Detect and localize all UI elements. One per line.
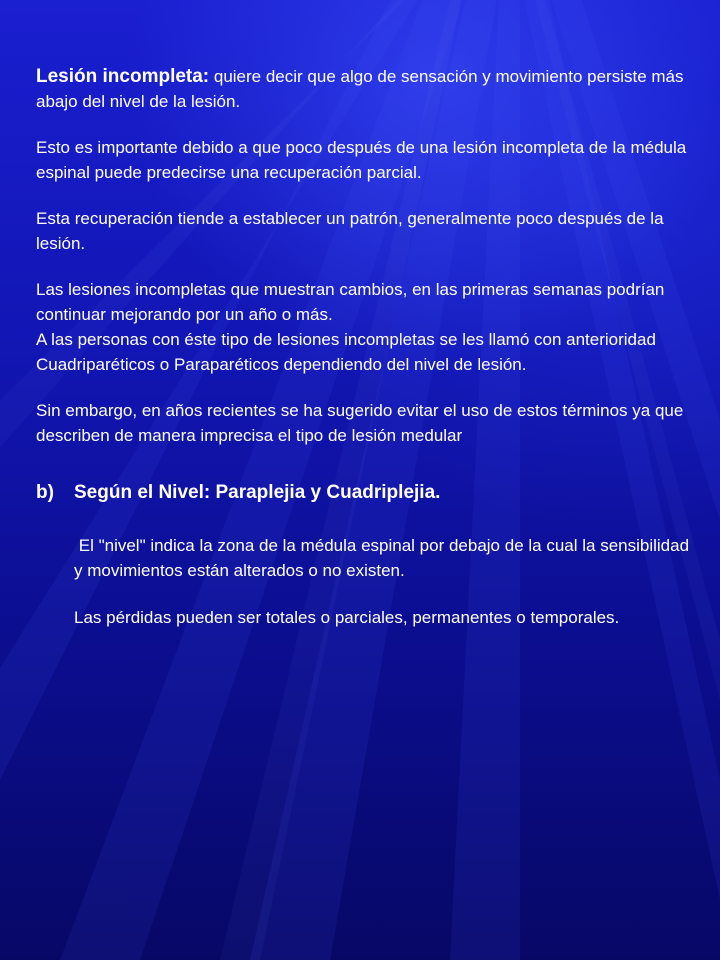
paragraph-recent-years: Sin embargo, en años recientes se ha sugerido evitar el uso de estos términos ya que describen de manera imprecisa el tipo de lesión medular — [36, 401, 684, 445]
section-b-title: Según el Nivel: Paraplejia y Cuadriplejia. — [74, 482, 441, 503]
section-b-losses-paragraph: Las pérdidas pueden ser totales o parciales, permanentes o temporales. — [74, 608, 620, 627]
intro-title: Lesión incompleta: — [36, 66, 210, 87]
section-b-marker: b) — [36, 482, 54, 503]
paragraph-pattern: Esta recuperación tiende a establecer un patrón, generalmente poco después de la lesión. — [36, 209, 664, 253]
section-b-body — [74, 533, 696, 630]
intro-paragraph — [36, 64, 696, 114]
section-b-heading — [36, 480, 696, 506]
paragraph-former-terms: A las personas con éste tipo de lesiones incompletas se les llamó con anterioridad Cuadriparéticos o Paraparéticos dependiendo del nivel de lesión. — [36, 330, 656, 374]
section-b-level-paragraph: El "nivel" indica la zona de la médula espinal por debajo de la cual la sensibilidad y movimientos están alterados o no existen. — [74, 536, 694, 580]
paragraph-improvement: Las lesiones incompletas que muestran cambios, en las primeras semanas podrían continuar mejorando por un año o más. — [36, 280, 665, 324]
slide-content — [36, 64, 696, 652]
intro-body: quiere decir que algo de sensación y movimiento persiste más abajo del nivel de la lesión. — [36, 67, 684, 111]
paragraph-importance: Esto es importante debido a que poco después de una lesión incompleta de la médula espinal puede predecirse una recuperación parcial. — [36, 138, 687, 182]
